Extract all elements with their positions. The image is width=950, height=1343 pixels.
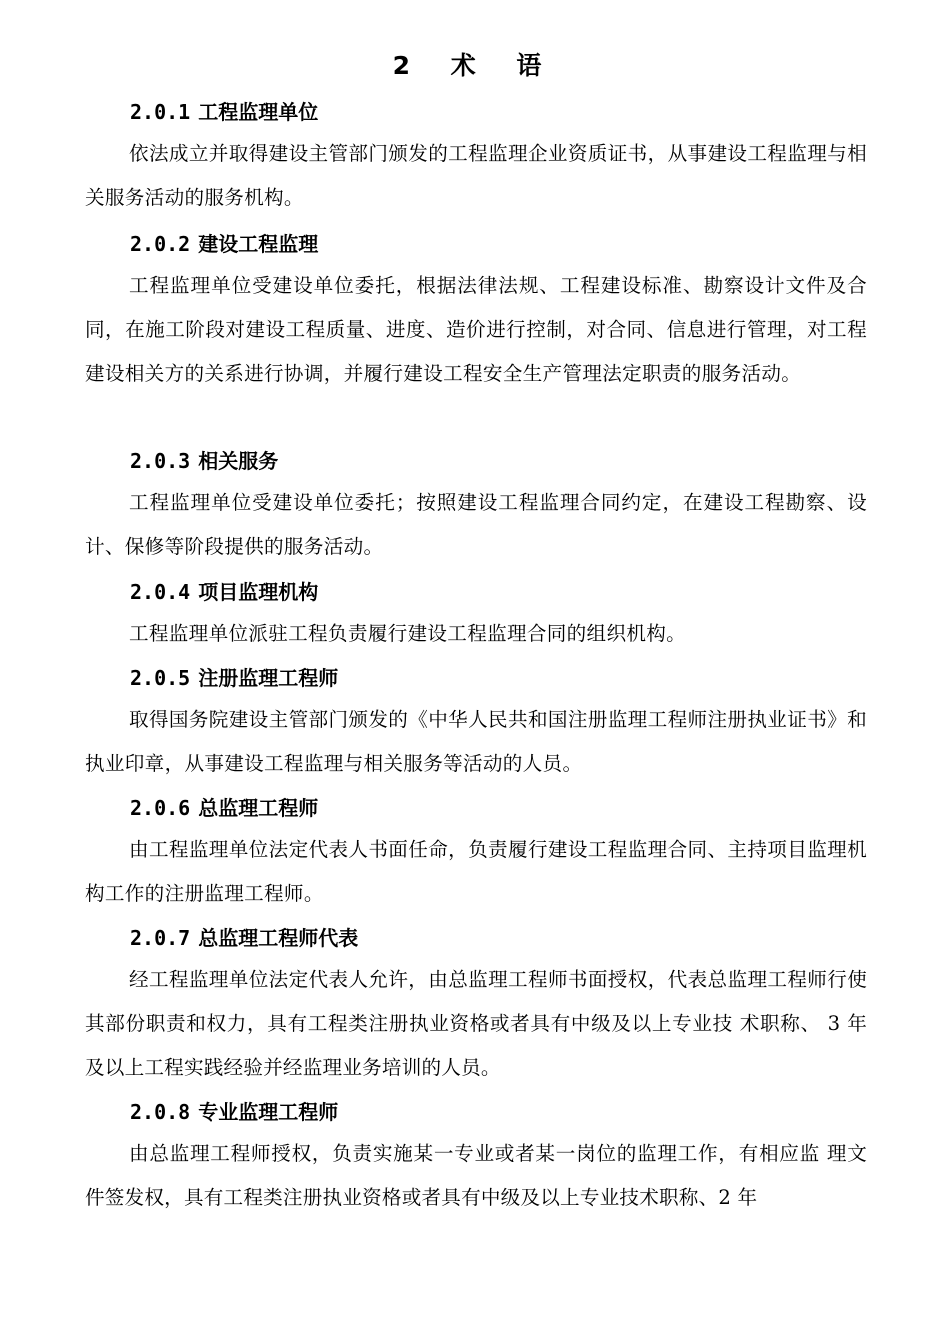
term-heading bbox=[0, 664, 950, 692]
term-name: 总监理工程师 bbox=[198, 796, 319, 820]
term-heading bbox=[0, 794, 950, 822]
term-section-2-0-4 bbox=[0, 578, 950, 656]
term-section-2-0-2 bbox=[0, 230, 950, 396]
term-heading bbox=[0, 1098, 950, 1126]
term-definition: 依法成立并取得建设主管部门颁发的工程监理企业资质证书，从事建设工程监理与相关服务活动的服务机构。 bbox=[85, 142, 867, 209]
term-heading bbox=[0, 447, 950, 475]
term-definition: 经工程监理单位法定代表人允许，由总监理工程师书面授权，代表总监理工程师行使其部份职责和权力，具有工程类注册执业资格或者具有中级及以上专业技 术职称、 3 年及以上工程实践经验并经监理业务培训的人员。 bbox=[85, 968, 867, 1079]
term-number: 2.0.4 bbox=[130, 580, 191, 604]
term-heading bbox=[0, 230, 950, 258]
term-number: 2.0.5 bbox=[130, 666, 191, 690]
term-name: 项目监理机构 bbox=[198, 580, 319, 604]
term-definition: 取得国务院建设主管部门颁发的《中华人民共和国注册监理工程师注册执业证书》和执业印章，从事建设工程监理与相关服务等活动的人员。 bbox=[85, 708, 867, 775]
term-heading bbox=[0, 924, 950, 952]
term-section-2-0-1 bbox=[0, 98, 950, 220]
term-section-2-0-3 bbox=[0, 447, 950, 569]
term-number: 2.0.1 bbox=[130, 100, 191, 124]
term-name: 注册监理工程师 bbox=[198, 666, 339, 690]
term-name: 总监理工程师代表 bbox=[198, 926, 359, 950]
term-number: 2.0.7 bbox=[130, 926, 191, 950]
term-section-2-0-7 bbox=[0, 924, 950, 1090]
term-section-2-0-6 bbox=[0, 794, 950, 916]
chapter-title: 2 术 语 bbox=[392, 51, 558, 80]
term-name: 专业监理工程师 bbox=[198, 1100, 339, 1124]
term-section-2-0-8 bbox=[0, 1098, 950, 1220]
term-number: 2.0.3 bbox=[130, 449, 191, 473]
term-heading bbox=[0, 98, 950, 126]
term-heading bbox=[0, 578, 950, 606]
term-definition: 工程监理单位派驻工程负责履行建设工程监理合同的组织机构。 bbox=[129, 622, 687, 645]
term-definition: 由总监理工程师授权，负责实施某一专业或者某一岗位的监理工作，有相应监 理文件签发权，具有工程类注册执业资格或者具有中级及以上专业技术职称、2 年 bbox=[85, 1142, 867, 1209]
term-definition: 由工程监理单位法定代表人书面任命，负责履行建设工程监理合同、主持项目监理机构工作的注册监理工程师。 bbox=[85, 838, 867, 905]
term-definition: 工程监理单位受建设单位委托，根据法律法规、工程建设标准、勘察设计文件及合同，在施工阶段对建设工程质量、进度、造价进行控制，对合同、信息进行管理，对工程建设相关方的关系进行协调，并履行建设工程安全生产管理法定职责的服务活动。 bbox=[85, 274, 867, 385]
term-name: 工程监理单位 bbox=[198, 100, 319, 124]
term-name: 建设工程监理 bbox=[198, 232, 319, 256]
term-section-2-0-5 bbox=[0, 664, 950, 786]
term-name: 相关服务 bbox=[198, 449, 279, 473]
term-number: 2.0.8 bbox=[130, 1100, 191, 1124]
term-definition: 工程监理单位受建设单位委托；按照建设工程监理合同约定，在建设工程勘察、设计、保修等阶段提供的服务活动。 bbox=[85, 491, 867, 558]
term-number: 2.0.6 bbox=[130, 796, 191, 820]
term-number: 2.0.2 bbox=[130, 232, 191, 256]
